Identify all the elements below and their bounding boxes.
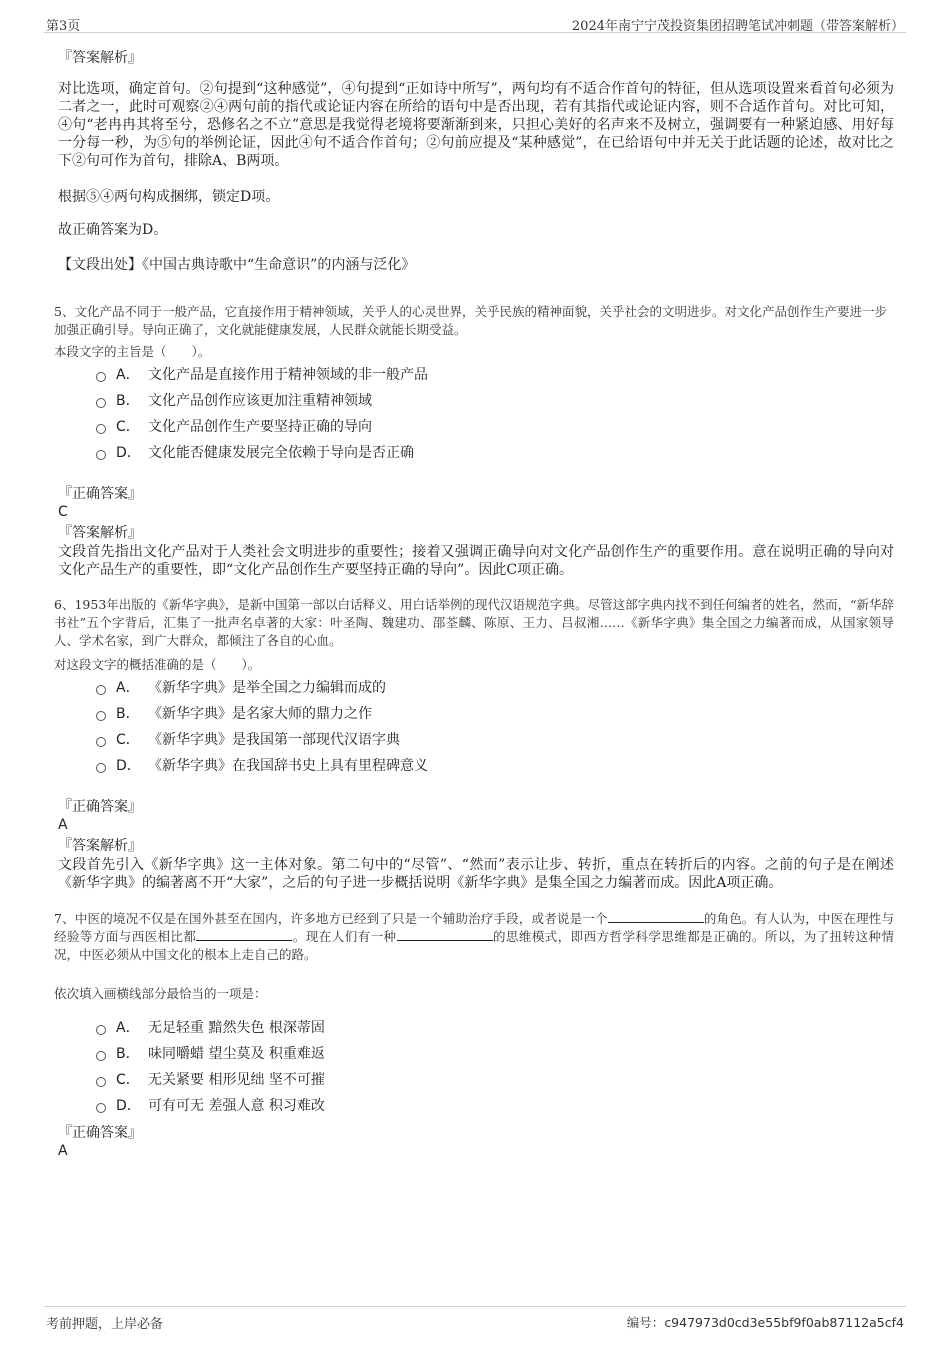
radio-icon[interactable]	[96, 450, 106, 460]
q7-option-d[interactable]: D． 可有可无 差强人意 积习难改	[96, 1092, 890, 1118]
q6-option-b[interactable]: B． 《新华字典》是名家大师的鼎力之作	[96, 700, 890, 726]
fill-blank-2[interactable]	[196, 928, 292, 941]
q6-ask: 对这段文字的概括准确的是（ ）。	[54, 657, 261, 672]
q6-stem: 6、1953年出版的《新华字典》，是新中国第一部以白话释义、用白话举例的现代汉语规范字典。尽管这部字典内找不到任何编者的姓名，然而，“新华辞书社”五个字背后，汇集了一批声名卓著的大家：叶圣陶、魏建功、邵荃麟、陈原、王力、吕叔湘……《新华字典》集全国之力编著而成，从国家领导人、学术名家，到广大群众，都倾注了各自的心血。	[54, 597, 894, 648]
q6-analysis-label: 『答案解析』	[58, 838, 142, 854]
q7-option-b[interactable]: B． 味同嚼蜡 望尘莫及 积重难返	[96, 1040, 890, 1066]
q4-analysis-paragraph: 对比选项，确定首句。②句提到“这种感觉”，④句提到“正如诗中所写”，两句均有不适合作首句的特征，但从选项设置来看首句必须为二者之一，此时可观察②④两句前的指代或论证内容在所给的语句中是否出现，若有其指代或论证内容，则不合适作首句。对比可知，④句“老冉冉其将至兮，恐修名之不立”意思是我觉得老境将要渐渐到来，只担心美好的名声来不及树立，强调要有一种紧迫感、用好每一分每一秒，为⑤句的举例论证，因此④句不适合作首句；②句前应提及“某种感觉”，在已给语句中并无关于此话题的论述，故对比之下②句可作为首句，排除A、B两项。	[58, 81, 894, 169]
q7-option-a[interactable]: A． 无足轻重 黯然失色 根深蒂固	[96, 1014, 890, 1040]
footer-slogan: 考前押题，上岸必备	[46, 1317, 164, 1332]
q5-answer-label: 『正确答案』	[58, 486, 142, 502]
radio-icon[interactable]	[96, 1051, 106, 1061]
fill-blank-1[interactable]	[608, 910, 704, 923]
q5-option-c[interactable]: C． 文化产品创作生产要坚持正确的导向	[96, 413, 890, 439]
q5-stem: 5、文化产品不同于一般产品，它直接作用于精神领域，关乎人的心灵世界，关乎民族的精神面貌，关乎社会的文明进步。对文化产品创作生产要进一步加强正确引导。导向正确了，文化就能健康发展，人民群众就能长期受益。	[54, 304, 887, 337]
document-code: 编号：c947973d0cd3e55bf9f0ab87112a5cf4	[626, 1315, 904, 1330]
q5-analysis: 文段首先指出文化产品对于人类社会文明进步的重要性；接着又强调正确导向对文化产品创作生产的重要作用。意在说明正确的导向对文化产品生产的重要性，即“文化产品创作生产要坚持正确的导向”。因此C项正确。	[58, 544, 894, 578]
q6-option-c[interactable]: C． 《新华字典》是我国第一部现代汉语字典	[96, 726, 890, 752]
q7-ask: 依次填入画横线部分最恰当的一项是：	[54, 986, 267, 1001]
page-footer	[44, 1306, 906, 1331]
radio-icon[interactable]	[96, 424, 106, 434]
page-header	[44, 12, 906, 33]
q7-stem: 7、中医的境况不仅是在国外甚至在国内，许多地方已经到了只是一个辅助治疗手段，或者说是一个 的角色。有人认为，中医在理性与经验等方面与西医相比都 。现在人们有一种 的思维模式，即西方哲学科学思维都是正确的。所以，为了扭转这种情况，中医必须从中国文化的根本上走自己的路。	[54, 911, 894, 962]
radio-icon[interactable]	[96, 1025, 106, 1035]
q5-option-b[interactable]: B． 文化产品创作应该更加注重精神领域	[96, 387, 890, 413]
q5-option-d[interactable]: D． 文化能否健康发展完全依赖于导向是否正确	[96, 439, 890, 465]
q5-ask: 本段文字的主旨是（ ）。	[54, 344, 211, 359]
q4-analysis-binding: 根据⑤④两句构成捆绑，锁定D项。	[58, 189, 280, 205]
q6-options	[96, 674, 890, 778]
fill-blank-3[interactable]	[397, 928, 493, 941]
radio-icon[interactable]	[96, 763, 106, 773]
radio-icon[interactable]	[96, 372, 106, 382]
document-title: 2024年南宁宁茂投资集团招聘笔试冲刺题（带答案解析）	[571, 19, 904, 34]
q6-answer: A	[58, 817, 68, 833]
q6-option-d[interactable]: D． 《新华字典》在我国辞书史上具有里程碑意义	[96, 752, 890, 778]
q6-option-a[interactable]: A． 《新华字典》是举全国之力编辑而成的	[96, 674, 890, 700]
page-number: 第3页	[46, 19, 81, 34]
q5-analysis-label: 『答案解析』	[58, 525, 142, 541]
radio-icon[interactable]	[96, 737, 106, 747]
radio-icon[interactable]	[96, 711, 106, 721]
radio-icon[interactable]	[96, 398, 106, 408]
q4-source: 【文段出处】《中国古典诗歌中“生命意识”的内涵与泛化》	[58, 257, 416, 273]
q7-options	[96, 1014, 890, 1118]
radio-icon[interactable]	[96, 1077, 106, 1087]
q7-answer-label: 『正确答案』	[58, 1125, 142, 1141]
q4-analysis-conclusion: 故正确答案为D。	[58, 222, 168, 238]
q5-answer: C	[58, 504, 68, 520]
q7-answer: A	[58, 1143, 68, 1159]
q6-answer-label: 『正确答案』	[58, 799, 142, 815]
q6-analysis: 文段首先引入《新华字典》这一主体对象。第二句中的“尽管”、“然而”表示让步、转折，重点在转折后的内容。之前的句子是在阐述《新华字典》的编著离不开“大家”，之后的句子进一步概括说明《新华字典》是集全国之力编著而成。因此A项正确。	[58, 857, 894, 891]
radio-icon[interactable]	[96, 1103, 106, 1113]
q7-option-c[interactable]: C． 无关紧要 相形见绌 坚不可摧	[96, 1066, 890, 1092]
q5-option-a[interactable]: A． 文化产品是直接作用于精神领域的非一般产品	[96, 361, 890, 387]
q5-options	[96, 361, 890, 465]
q4-analysis-label: 『答案解析』	[58, 50, 142, 66]
radio-icon[interactable]	[96, 685, 106, 695]
